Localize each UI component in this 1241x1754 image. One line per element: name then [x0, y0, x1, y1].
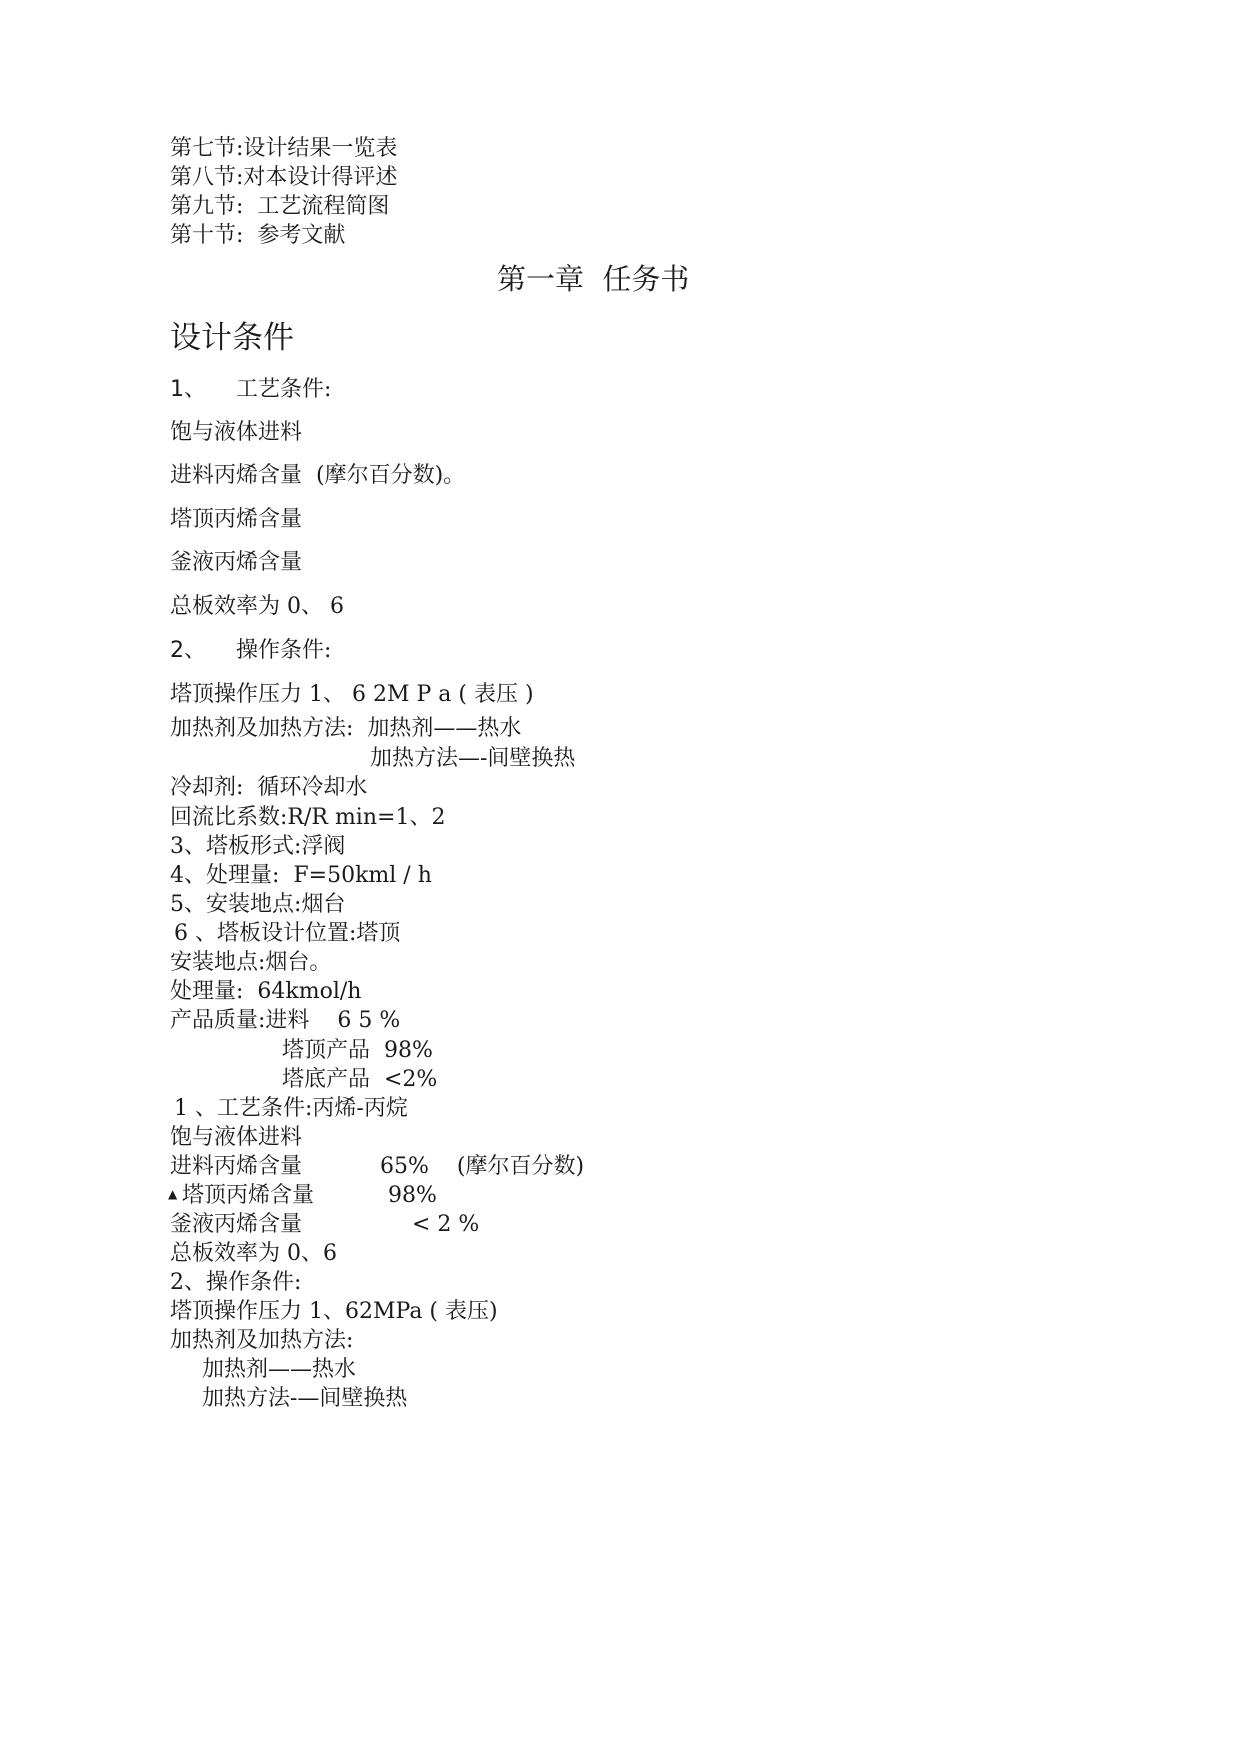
- part1-heading-label: 工艺条件:: [236, 377, 332, 402]
- chapter-title: 第一章 任务书: [497, 262, 690, 296]
- part2-line: 塔底产品 <2%: [282, 1067, 438, 1092]
- part3-line: 加热剂及加热方法:: [170, 1328, 354, 1353]
- stray-mark-icon: ▲: [168, 1187, 178, 1201]
- top-propylene-label: 塔顶丙烯含量: [182, 1183, 315, 1208]
- toc-item: 第七节:设计结果一览表: [170, 136, 398, 161]
- bottom-propylene-value: < 2 %: [412, 1212, 480, 1237]
- part1-line: 饱与液体进料: [170, 420, 303, 445]
- part2-line: 处理量: 64kmol/h: [170, 979, 362, 1004]
- part2-line: 产品质量:进料 6 5 %: [170, 1008, 401, 1033]
- part3-line: 2、操作条件:: [170, 1270, 302, 1295]
- part2-line: 塔顶产品 98%: [282, 1038, 433, 1063]
- part2-line: 4、处理量: F=50kml / h: [170, 863, 432, 888]
- part1-heading-number: 1、: [170, 377, 206, 402]
- part2-line: 3、塔板形式:浮阀: [170, 834, 346, 859]
- part2-line: 安装地点:烟台。: [170, 950, 332, 975]
- part3-line: 加热剂——热水: [202, 1357, 357, 1382]
- part3-line: 总板效率为 0、6: [170, 1241, 337, 1266]
- part2-line: 塔顶操作压力 1、 6 2M P a ( 表压 ): [170, 682, 534, 707]
- part1-line: 进料丙烯含量 (摩尔百分数)。: [170, 463, 466, 488]
- part1-line: 总板效率为 0、 6: [170, 594, 344, 619]
- toc-item: 第十节: 参考文献: [170, 223, 346, 248]
- part2-line: 5、安装地点:烟台: [170, 892, 346, 917]
- part2-line: 6 、塔板设计位置:塔顶: [174, 921, 401, 946]
- part1-line: 塔顶丙烯含量: [170, 507, 303, 532]
- feed-propylene-value: 65% (摩尔百分数): [380, 1154, 585, 1179]
- part2-line: 回流比系数:R/R min=1、2: [170, 805, 446, 830]
- part2-heading-number: 2、: [170, 638, 206, 663]
- part2-heading-label: 操作条件:: [236, 638, 332, 663]
- section-title: 设计条件: [170, 320, 294, 356]
- part3-line: 饱与液体进料: [170, 1125, 303, 1150]
- part3-line: 塔顶操作压力 1、62MPa ( 表压): [170, 1299, 498, 1324]
- toc-item: 第八节:对本设计得评述: [170, 165, 398, 190]
- part2-line: 冷却剂: 循环冷却水: [170, 775, 368, 800]
- part3-line: 1 、工艺条件:丙烯-丙烷: [174, 1096, 408, 1121]
- feed-propylene-label: 进料丙烯含量: [170, 1154, 303, 1179]
- part1-line: 釜液丙烯含量: [170, 550, 303, 575]
- part2-line: 加热剂及加热方法: 加热剂——热水: [170, 716, 522, 741]
- bottom-propylene-label: 釜液丙烯含量: [170, 1212, 303, 1237]
- part2-line: 加热方法—-间壁换热: [370, 746, 576, 771]
- part3-line: 加热方法-—间壁换热: [202, 1386, 408, 1411]
- top-propylene-value: 98%: [388, 1183, 437, 1208]
- toc-item: 第九节: 工艺流程简图: [170, 194, 390, 219]
